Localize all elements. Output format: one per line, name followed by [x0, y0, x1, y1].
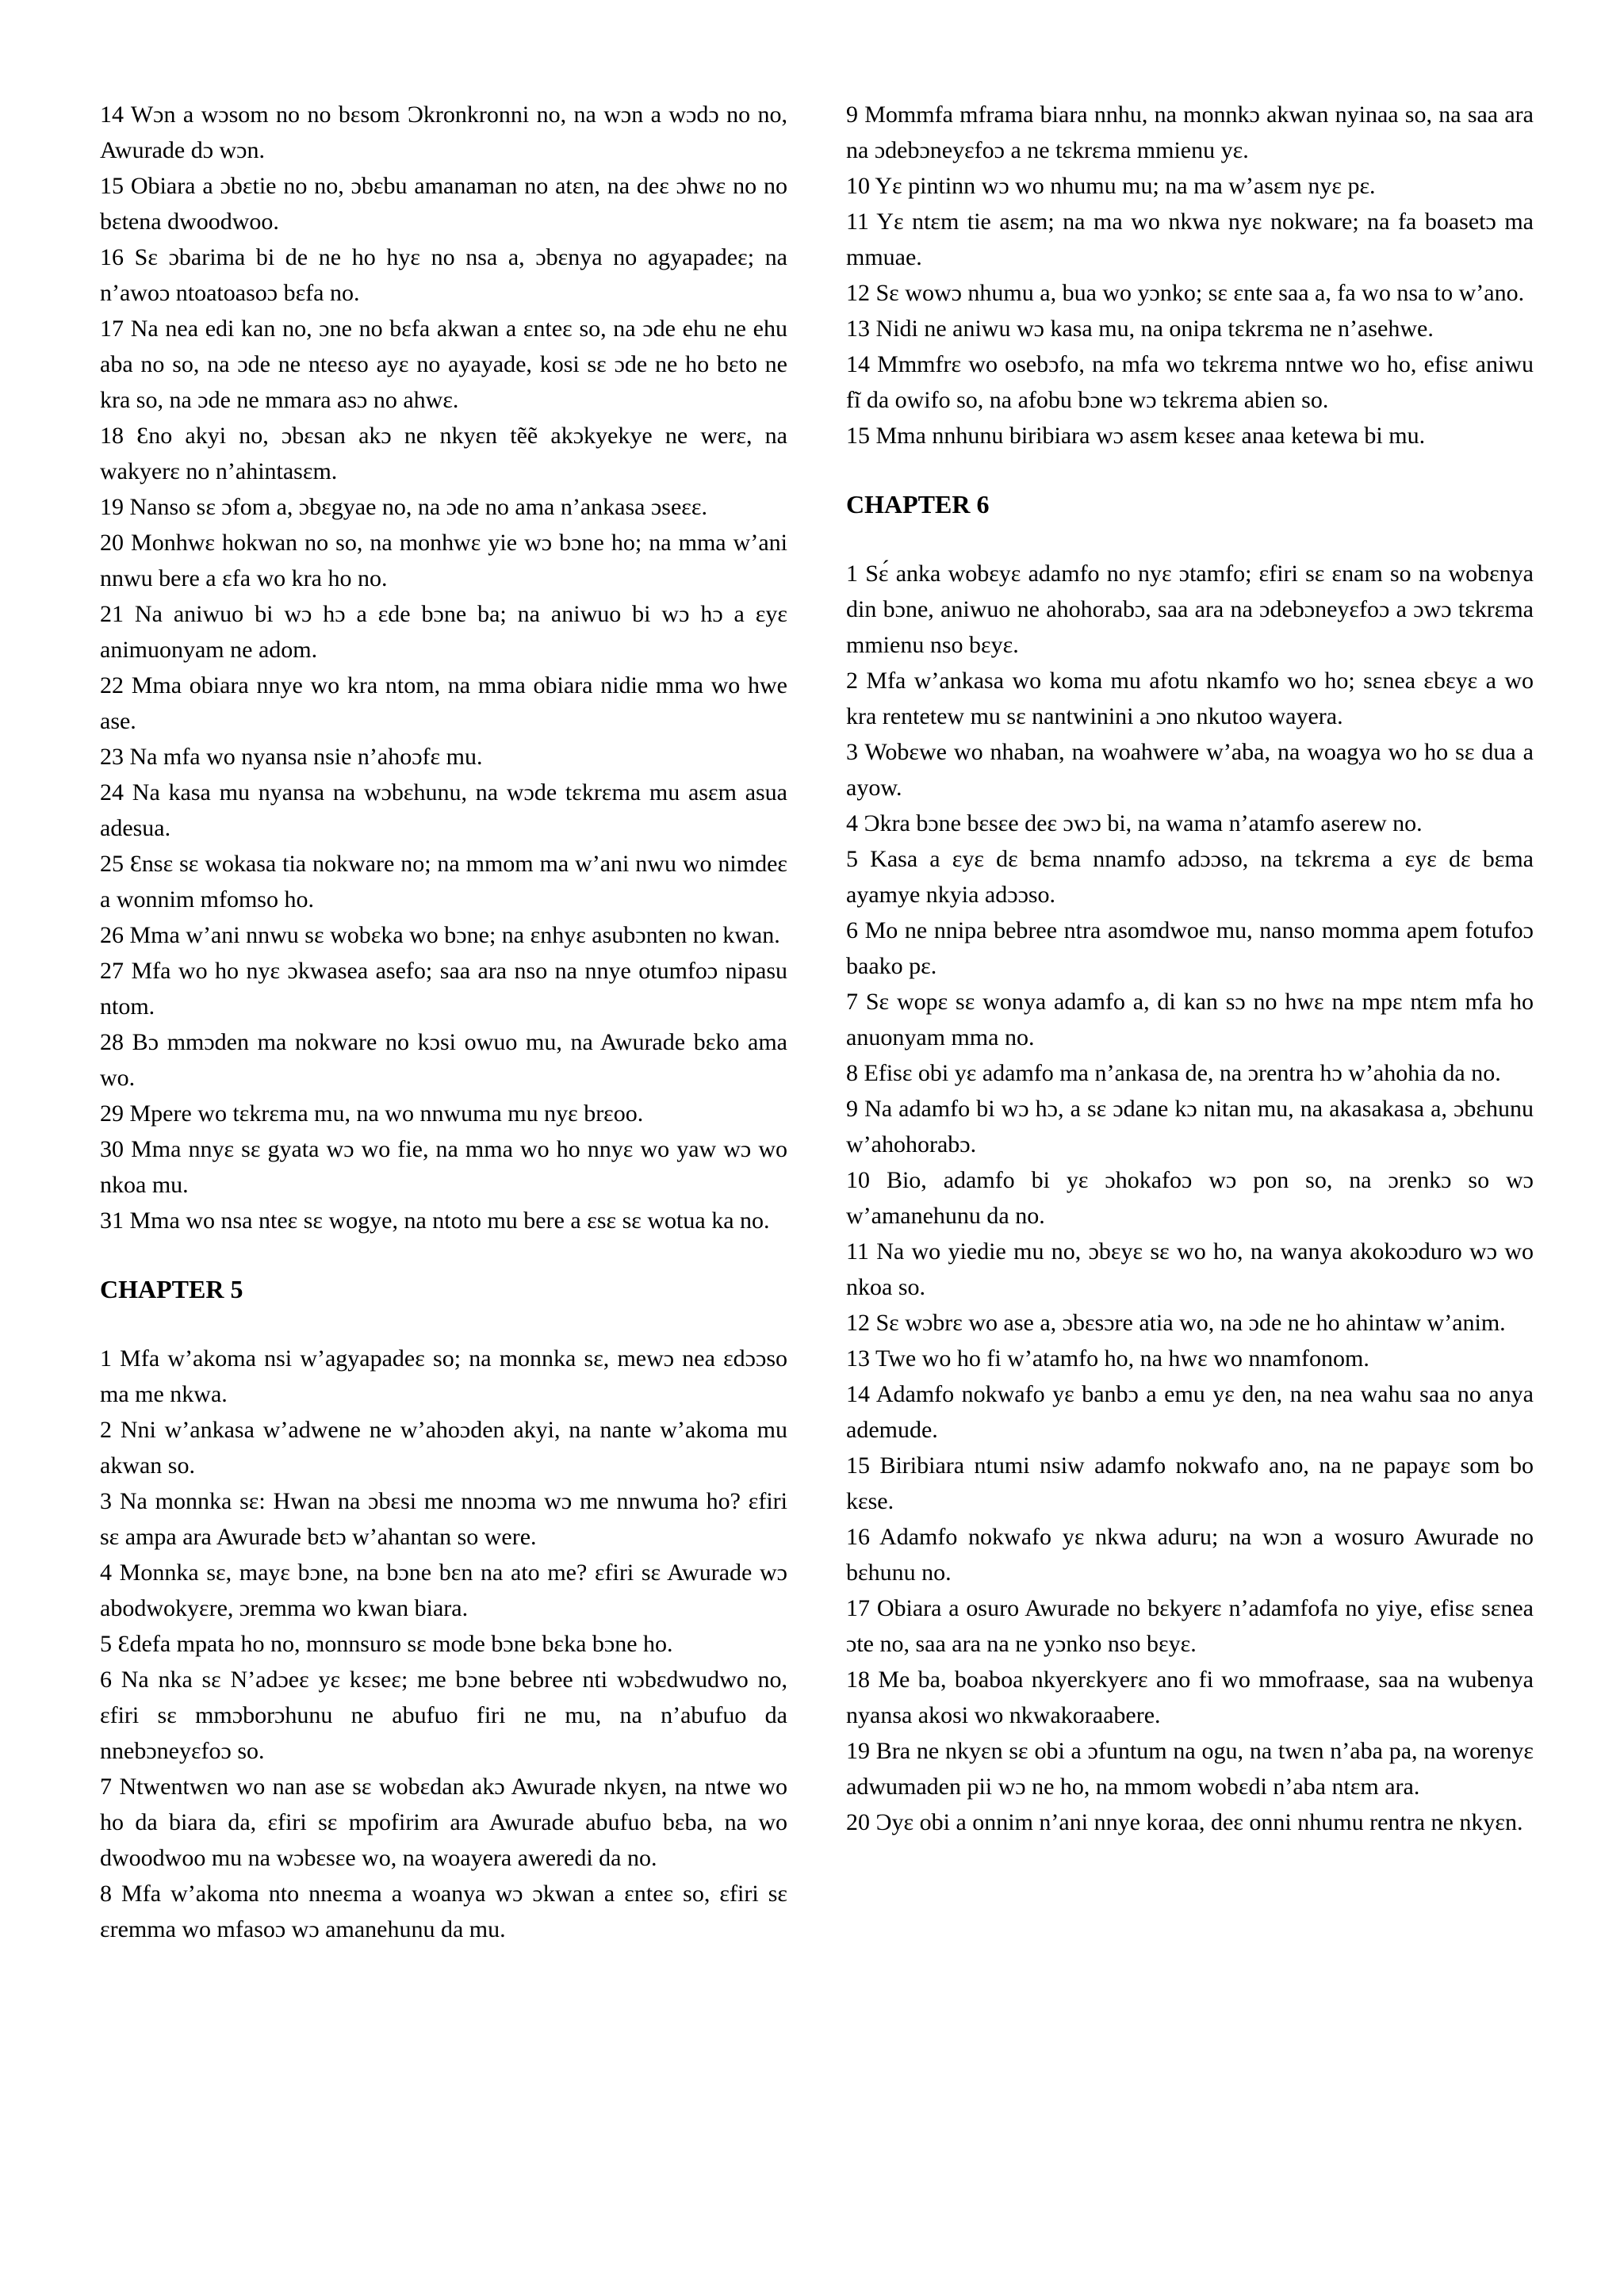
left-column: [100, 97, 787, 2237]
verse: 9 Na adamfo bi wɔ hɔ, a sɛ ɔdane kɔ nitan mu, na akasakasa a, ɔbɛhunu w’ahohorabɔ.: [846, 1096, 1534, 1158]
verse: 2 Mfa w’ankasa wo koma mu afotu nkamfo wo ho; sɛnea ɛbɛyɛ a wo kra rentetew mu sɛ nantwinini a ɔno nkutoo wayera.: [846, 668, 1534, 729]
document-page: [100, 97, 1534, 2237]
verse: 29 Mpere wo tɛkrɛma mu, na wo nnwuma mu nyɛ brɛoo.: [100, 1100, 644, 1127]
verse: 12 Sɛ wowɔ nhumu a, bua wo yɔnko; sɛ ɛnte saa a, fa wo nsa to w’ano.: [846, 280, 1525, 306]
verse-list: [100, 1341, 787, 1947]
verse: 27 Mfa wo ho nyɛ ɔkwasea asefo; saa ara nso na nnye otumfoɔ nipasu ntom.: [100, 958, 787, 1020]
verse: 26 Mma w’ani nnwu sɛ wobɛka wo bɔne; na ɛnhyɛ asubɔnten no kwan.: [100, 922, 780, 948]
verse: 19 Bra ne nkyɛn sɛ obi a ɔfuntum na ogu, na twɛn n’aba pa, na worenyɛ adwumaden pii wɔ ne ho, na mmom wobɛdi n’aba ntɛm ara.: [846, 1738, 1534, 1800]
verse: 20 Ɔyɛ obi a onnim n’ani nnye koraa, deɛ onni nhumu rentra ne nkyɛn.: [846, 1809, 1523, 1835]
verse: 3 Na monnka sɛ: Hwan na ɔbɛsi me nnoɔma wɔ me nnwuma ho? ɛfiri sɛ ampa ara Awurade bɛtɔ w’ahantan so were.: [100, 1488, 787, 1550]
verse: 5 Kasa a ɛyɛ dɛ bɛma nnamfo adɔɔso, na tɛkrɛma a ɛyɛ dɛ bɛma ayamye nkyia adɔɔso.: [846, 846, 1534, 908]
verse: 13 Nidi ne aniwu wɔ kasa mu, na onipa tɛkrɛma ne n’asehwe.: [846, 316, 1434, 342]
verse: 20 Monhwɛ hokwan no so, na monhwɛ yie wɔ bɔne ho; na mma w’ani nnwu bere a ɛfa wo kra ho no.: [100, 530, 787, 591]
verse-list: [846, 97, 1534, 453]
verse: 31 Mma wo nsa nteɛ sɛ wogye, na ntoto mu bere a ɛsɛ sɛ wotua ka no.: [100, 1207, 770, 1234]
verse: 4 Ɔkra bɔne bɛsɛe deɛ ɔwɔ bi, na wama n’atamfo aserew no.: [846, 810, 1423, 836]
verse: 8 Mfa w’akoma nto nneɛma a woanya wɔ ɔkwan a ɛnteɛ so, ɛfiri sɛ ɛremma wo mfasoɔ wɔ amanehunu da mu.: [100, 1881, 787, 1942]
verse: 16 Adamfo nokwafo yɛ nkwa aduru; na wɔn a wosuro Awurade no bɛhunu no.: [846, 1524, 1534, 1586]
verse: 16 Sɛ ɔbarima bi de ne ho hyɛ no nsa a, ɔbɛnya no agyapadeɛ; na n’awoɔ ntoatoasoɔ bɛfa no.: [100, 244, 787, 306]
verse: 14 Mmmfrɛ wo osebɔfo, na mfa wo tɛkrɛma nntwe wo ho, efisɛ aniwu fĩ da owifo so, na afobu bɔne wɔ tɛkrɛma abien so.: [846, 351, 1534, 413]
verse: 19 Nanso sɛ ɔfom a, ɔbɛgyae no, na ɔde no ama n’ankasa ɔseɛɛ.: [100, 494, 707, 520]
verse: 28 Bɔ mmɔden ma nokware no kɔsi owuo mu, na Awurade bɛko ama wo.: [100, 1029, 787, 1091]
verse: 1 Sɛ́ anka wobɛyɛ adamfo no nyɛ ɔtamfo; ɛfiri sɛ ɛnam so na wobɛnya din bɔne, aniwuo ne ahohorabɔ, saa ara na ɔdebɔneyɛfoɔ a ɔwɔ tɛkrɛma mmienu nso bɛyɛ.: [846, 561, 1534, 658]
verse: 18 Me ba, boaboa nkyerɛkyerɛ ano fi wo mmofraase, saa na wubenya nyansa akosi wo nkwakoraabere.: [846, 1667, 1534, 1728]
verse-list: [846, 556, 1534, 1840]
verse: 14 Wɔn a wɔsom no no bɛsom Ɔkronkronni no, na wɔn a wɔdɔ no no, Awurade dɔ wɔn.: [100, 101, 787, 163]
verse-list: [100, 97, 787, 1238]
chapter-heading: CHAPTER 5: [100, 1275, 243, 1303]
verse: 7 Ntwentwɛn wo nan ase sɛ wobɛdan akɔ Awurade nkyɛn, na ntwe wo ho da biara da, ɛfiri sɛ mpofirim ara Awurade abufuo bɛba, na wo dwoodwoo mu na wɔbɛsɛe wo, na woayera aweredi da no.: [100, 1774, 787, 1871]
verse: 15 Biribiara ntumi nsiw adamfo nokwafo ano, na ne papayɛ som bo kɛse.: [846, 1452, 1534, 1514]
verse: 10 Yɛ pintinn wɔ wo nhumu mu; na ma w’asɛm nyɛ pɛ.: [846, 173, 1376, 199]
verse: 24 Na kasa mu nyansa na wɔbɛhunu, na wɔde tɛkrɛma mu asɛm asua adesua.: [100, 779, 787, 841]
verse: 4 Monnka sɛ, mayɛ bɔne, na bɔne bɛn na ato me? ɛfiri sɛ Awurade wɔ abodwokyɛre, ɔremma wo kwan biara.: [100, 1559, 787, 1621]
verse: 18 Ɛno akyi no, ɔbɛsan akɔ ne nkyɛn tẽẽ akɔkyekye ne werɛ, na wakyerɛ no n’ahintasɛm.: [100, 423, 787, 484]
verse: 25 Ɛnsɛ sɛ wokasa tia nokware no; na mmom ma w’ani nwu wo nimdeɛ a wonnim mfomso ho.: [100, 851, 787, 913]
verse: 15 Mma nnhunu biribiara wɔ asɛm kɛseɛ anaa ketewa bi mu.: [846, 423, 1426, 449]
verse: 3 Wobɛwe wo nhaban, na woahwere w’aba, na woagya wo ho sɛ dua a ayow.: [846, 739, 1534, 801]
verse: 17 Obiara a osuro Awurade no bɛkyerɛ n’adamfofa no yiye, efisɛ sɛnea ɔte no, saa ara na ne yɔnko nso bɛyɛ.: [846, 1595, 1534, 1657]
verse: 9 Mommfa mframa biara nnhu, na monnkɔ akwan nyinaa so, na saa ara na ɔdebɔneyɛfoɔ a ne tɛkrɛma mmienu yɛ.: [846, 101, 1534, 163]
verse: 13 Twe wo ho fi w’atamfo ho, na hwɛ wo nnamfonom.: [846, 1345, 1369, 1372]
verse: 15 Obiara a ɔbɛtie no no, ɔbɛbu amanaman no atɛn, na deɛ ɔhwɛ no no bɛtena dwoodwoo.: [100, 173, 787, 235]
verse: 2 Nni w’ankasa w’adwene ne w’ahoɔden akyi, na nante w’akoma mu akwan so.: [100, 1417, 787, 1479]
verse: 7 Sɛ wopɛ sɛ wonya adamfo a, di kan sɔ no hwɛ na mpɛ ntɛm mfa ho anuonyam mma no.: [846, 989, 1534, 1050]
verse: 5 Ɛdefa mpata ho no, monnsuro sɛ mode bɔne bɛka bɔne ho.: [100, 1631, 673, 1657]
verse: 23 Na mfa wo nyansa nsie n’ahoɔfɛ mu.: [100, 744, 483, 770]
verse: 17 Na nea edi kan no, ɔne no bɛfa akwan a ɛnteɛ so, na ɔde ehu ne ehu aba no so, na ɔde ne nteɛso ayɛ no ayayade, kosi sɛ ɔde ne ho bɛto ne kra so, na ɔde ne mmara asɔ no ahwɛ.: [100, 316, 787, 413]
verse: 10 Bio, adamfo bi yɛ ɔhokafoɔ wɔ pon so, na ɔrenkɔ so wɔ w’amanehunu da no.: [846, 1167, 1534, 1229]
verse: 11 Yɛ ntɛm tie asɛm; na ma wo nkwa nyɛ nokware; na fa boasetɔ ma mmuae.: [846, 209, 1534, 270]
verse: 12 Sɛ wɔbrɛ wo ase a, ɔbɛsɔre atia wo, na ɔde ne ho ahintaw w’anim.: [846, 1310, 1506, 1336]
verse: 22 Mma obiara nnye wo kra ntom, na mma obiara nidie mma wo hwe ase.: [100, 672, 787, 734]
chapter-heading: CHAPTER 6: [846, 490, 990, 519]
right-column: [846, 97, 1534, 2237]
verse: 30 Mma nnyɛ sɛ gyata wɔ wo fie, na mma wo ho nnyɛ wo yaw wɔ wo nkoa mu.: [100, 1136, 787, 1198]
verse: 1 Mfa w’akoma nsi w’agyapadeɛ so; na monnka sɛ, mewɔ nea ɛdɔɔso ma me nkwa.: [100, 1345, 787, 1407]
verse: 6 Mo ne nnipa bebree ntra asomdwoe mu, nanso momma apem fotufoɔ baako pɛ.: [846, 917, 1534, 979]
verse: 8 Efisɛ obi yɛ adamfo ma n’ankasa de, na ɔrentra hɔ w’ahohia da no.: [846, 1060, 1501, 1086]
verse: 14 Adamfo nokwafo yɛ banbɔ a emu yɛ den, na nea wahu saa no anya ademude.: [846, 1381, 1534, 1443]
verse: 21 Na aniwuo bi wɔ hɔ a ɛde bɔne ba; na aniwuo bi wɔ hɔ a ɛyɛ animuonyam ne adom.: [100, 601, 787, 663]
verse: 11 Na wo yiedie mu no, ɔbɛyɛ sɛ wo ho, na wanya akokoɔduro wɔ wo nkoa so.: [846, 1238, 1534, 1300]
verse: 6 Na nka sɛ N’adɔeɛ yɛ kɛseɛ; me bɔne bebree nti wɔbɛdwudwo no, ɛfiri sɛ mmɔborɔhunu ne abufuo firi ne mu, na n’abufuo da nnebɔneyɛfoɔ so.: [100, 1667, 787, 1764]
